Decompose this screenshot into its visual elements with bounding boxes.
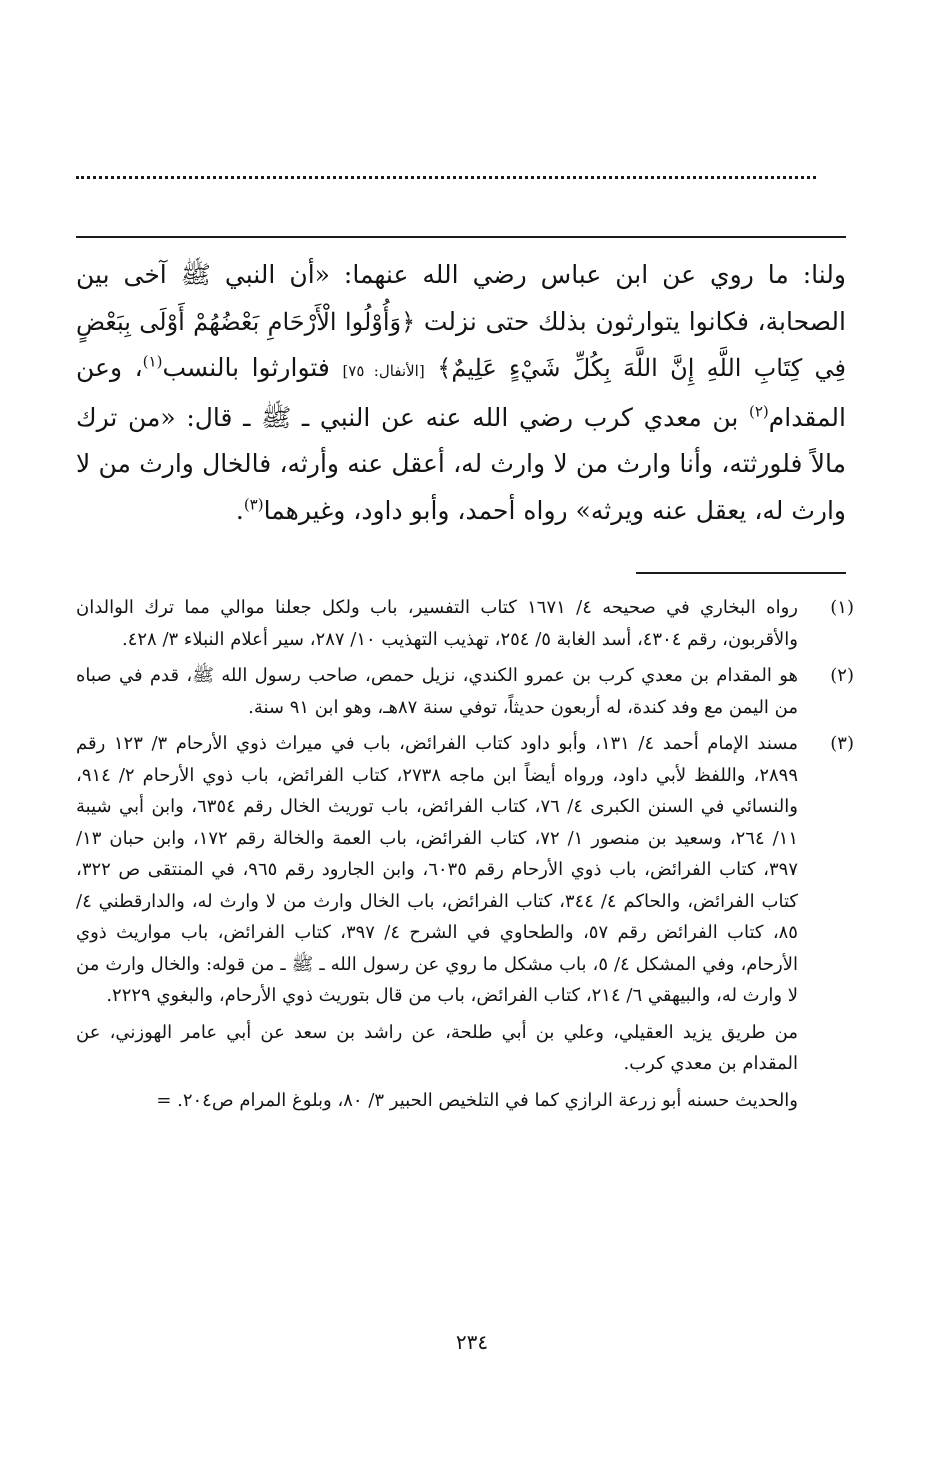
footnote-2	[76, 660, 854, 723]
dotted-separator	[76, 176, 816, 179]
footnote-3	[76, 728, 854, 1012]
footnote-separator	[636, 572, 846, 574]
surah-reference: [الأنفال: ٧٥]	[342, 362, 425, 380]
page-number: ٢٣٤	[455, 1330, 489, 1354]
main-text-end: .	[235, 495, 244, 525]
main-text	[76, 252, 846, 534]
main-text-part3: ، وعن المقدام	[76, 353, 846, 432]
footnote-text: رواه البخاري في صحيحه ٤/ ١٦٧١ كتاب التفسير، باب ولكل جعلنا موالي مما ترك الوالدان والأقربون، رقم ٤٣٠٤، أسد الغابة ٥/ ٢٥٤، تهذيب التهذيب ١٠/ ٢٨٧، سير أعلام النبلاء ٣/ ٤٢٨.	[76, 597, 798, 650]
main-text-part4: بن معدي كرب رضي الله عنه عن النبي ـ ﷺ ـ قال: «من ترك مالاً فلورثته، وأنا وارث من لا وارث له، أعقل عنه وأرثه، فالخال وارث من لا وارث له، يعقل عنه ويرثه» رواه أحمد، وأبو داود، وغيرهما	[76, 402, 846, 525]
footnote-text: هو المقدام بن معدي كرب بن عمرو الكندي، نزيل حمص، صاحب رسول الله ﷺ، قدم في صباه من اليمن مع وفد كندة، له أربعون حديثاً، توفي سنة ٨٧هـ، وهو ابن ٩١ سنة.	[76, 665, 798, 718]
header-rule	[76, 236, 846, 238]
footnote-number: (٣)	[830, 733, 854, 754]
main-text-part1: ولنا: ما روي عن ابن عباس رضي الله عنهما: «أن النبي ﷺ آخى بين الصحابة، فكانوا يتوارثون بذلك حتى نزلت	[76, 260, 846, 336]
footnote-ref-2[interactable]: (٢)	[749, 402, 769, 421]
footnote-number: (٢)	[830, 665, 854, 686]
footnote-ref-3[interactable]: (٣)	[243, 495, 264, 514]
footnote-text: مسند الإمام أحمد ٤/ ١٣١، وأبو داود كتاب الفرائض، باب في ميراث ذوي الأرحام ٣/ ١٢٣ رقم ٢٨٩٩، واللفظ لأبي داود، ورواه أيضاً ابن ماجه ٢٧٣٨، كتاب الفرائض، باب ذوي الأرحام ٢/ ٩١٤، والنسائي في السنن الكبرى ٤/ ٧٦، كتاب الفرائض، باب توريث الخال رقم ٦٣٥٤، وابن أبي شيبة ١١/ ٢٦٤، وسعيد بن منصور ١/ ٧٢، كتاب الفرائض، باب العمة والخالة رقم ١٧٢، وابن حبان ١٣/ ٣٩٧، كتاب الفرائض، باب ذوي الأرحام رقم ٦٠٣٥، وابن الجارود رقم ٩٦٥، في المنتقى ص ٣٢٢، كتاب الفرائض، والحاكم ٤/ ٣٤٤، كتاب الفرائض، باب الخال وارث من لا وارث له، والدارقطني ٤/ ٨٥، كتاب الفرائض رقم ٥٧، والطحاوي في الشرح ٤/ ٣٩٧، كتاب الفرائض، باب مواريث ذوي الأرحام، وفي المشكل ٤/ ٥، باب مشكل ما روي عن رسول الله ـ ﷺ ـ من قوله: والخال وارث من لا وارث له، والبيهقي ٦/ ٢١٤، كتاب الفرائض، باب من قال بتوريث ذوي الأرحام، والبغوي ٢٢٢٩.	[76, 733, 799, 1006]
footnote-ref-1[interactable]: (١)	[142, 352, 163, 371]
footnote-3-continuation: والحديث حسنه أبو زرعة الرازي كما في التلخيص الحبير ٣/ ٨٠، وبلوغ المرام ص٢٠٤. =	[156, 1089, 798, 1111]
footnote-1	[76, 592, 854, 655]
footnotes	[76, 592, 854, 1121]
quran-verse: ﴿وَأُوْلُوا الْأَرْحَامِ بَعْضُهُمْ أَوْلَى بِبَعْضٍ فِي كِتَابِ اللَّهِ إِنَّ اللَّهَ بِكُلِّ شَيْءٍ عَلِيمٌ﴾	[76, 307, 846, 382]
footnote-3-continuation: من طريق يزيد العقيلي، وعلي بن أبي طلحة، عن راشد بن سعد عن أبي عامر الهوزني، عن المقدام بن معدي كرب.	[76, 1021, 798, 1074]
footnote-number: (١)	[830, 597, 854, 618]
main-paragraph	[76, 252, 846, 534]
main-text-part2: فتوارثوا بالنسب	[162, 353, 343, 382]
